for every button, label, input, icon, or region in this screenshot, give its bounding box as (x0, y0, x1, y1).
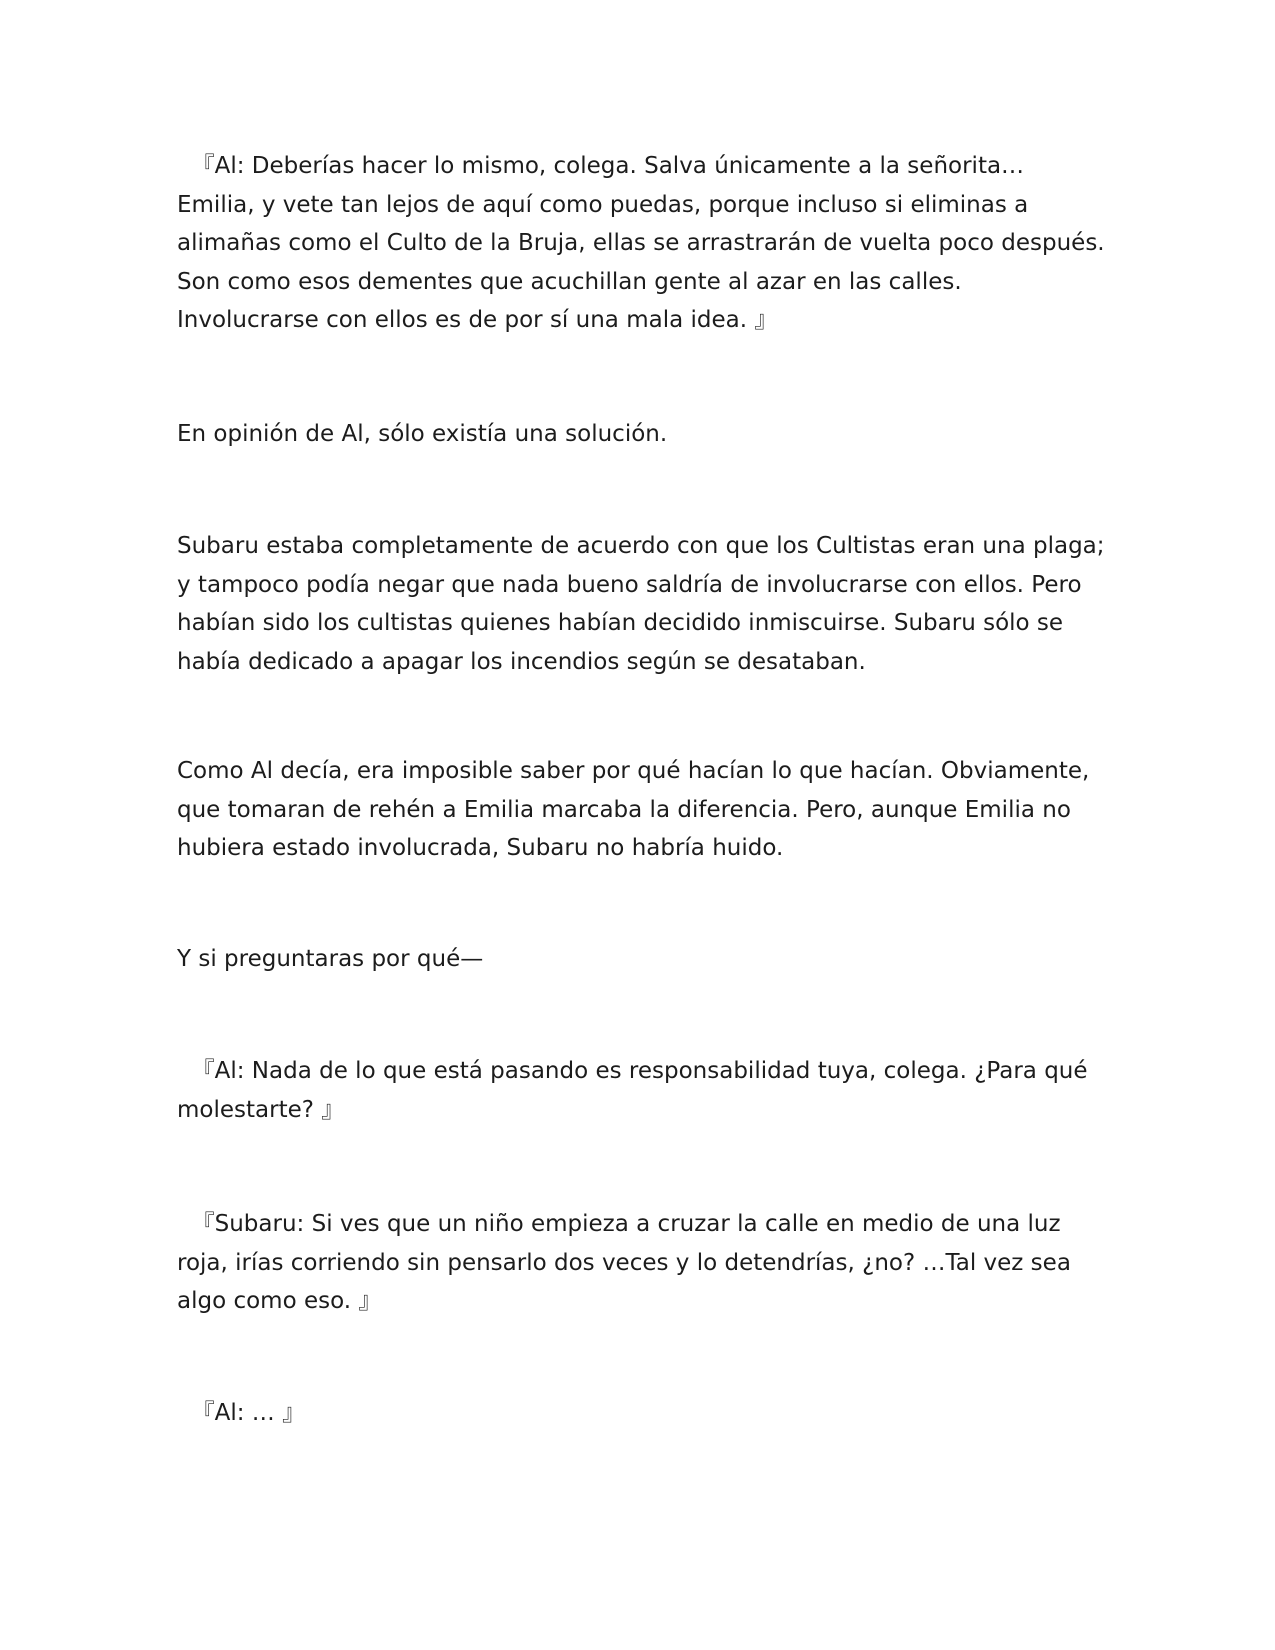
paragraph-al-dialogue-1: 『Al: Deberías hacer lo mismo, colega. Salva únicamente a la señorita… Emilia, y vete tan lejos de aquí como puedas, porque incluso si eliminas a alimañas como el Culto de la Bruja, ellas se arrastrarán de vuelta poco después. Son como esos dementes que acuchillan gente al azar en las calles. Involucrarse con ellos es de por sí una mala idea. 』 (177, 153, 1112, 333)
paragraph-narration-2: Subaru estaba completamente de acuerdo con que los Cultistas eran una plaga; y tampoco podía negar que nada bueno saldría de involucrarse con ellos. Pero habían sido los cultistas quienes habían decidido inmiscuirse. Subaru sólo se había dedicado a apagar los incendios según se desataban. (177, 533, 1112, 675)
paragraph-narration-1: En opinión de Al, sólo existía una solución. (177, 421, 668, 447)
paragraph-al-dialogue-3: 『Al: … 』 (177, 1400, 306, 1426)
paragraph-al-dialogue-2: 『Al: Nada de lo que está pasando es responsabilidad tuya, colega. ¿Para qué molestarte? 』 (177, 1058, 1095, 1123)
paragraph-subaru-dialogue: 『Subaru: Si ves que un niño empieza a cruzar la calle en medio de una luz roja, irías corriendo sin pensarlo dos veces y lo detendrías, ¿no? …Tal vez sea algo como eso. 』 (177, 1211, 1079, 1314)
paragraph-narration-4: Y si preguntaras por qué— (177, 946, 484, 972)
paragraph-narration-3: Como Al decía, era imposible saber por qué hacían lo que hacían. Obviamente, que tomaran de rehén a Emilia marcaba la diferencia. Pero, aunque Emilia no hubiera estado involucrada, Subaru no habría huido. (177, 758, 1097, 861)
